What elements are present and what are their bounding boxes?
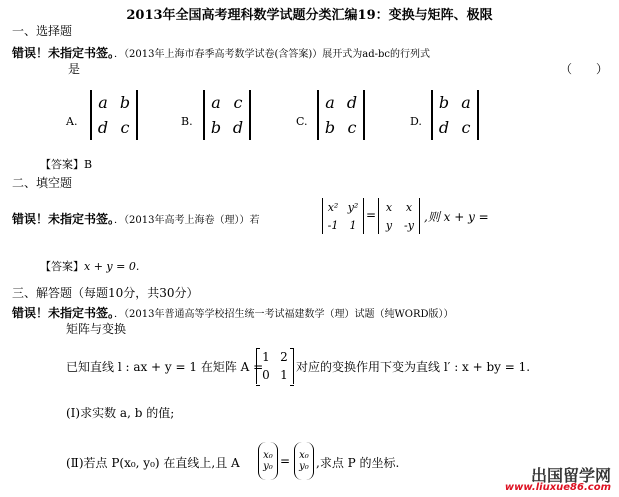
error-bookmark-label: 错误！未指定书签。 (12, 46, 115, 60)
vector-1 (258, 442, 278, 480)
det-cell: c (461, 118, 471, 137)
det-cell: b (438, 93, 450, 112)
det-cell: y² (347, 200, 359, 214)
question3-topic: 矩阵与变换 (66, 322, 127, 336)
transform-matrix (256, 348, 294, 384)
question3-part1: (Ⅰ)求实数 a, b 的值; (66, 406, 175, 420)
det-cell: a (461, 93, 471, 112)
question2-tail: ,则 x + y = (424, 210, 489, 224)
question2-source: ．（2013年高考上海卷（理））若 (114, 215, 260, 226)
answer-value: x + y = 0. (84, 260, 140, 273)
det-cell: b (119, 93, 131, 112)
det-cell: a (211, 93, 221, 112)
section1-heading: 一、选择题 (12, 24, 73, 38)
answer1 (40, 156, 92, 172)
option-b-letter: B. (181, 115, 193, 128)
det-cell: x (405, 200, 413, 214)
question1-header (12, 42, 430, 61)
option-a-determinant (90, 90, 138, 140)
question3-source: ．（2013年普通高等学校招生统一考试福建数学（理）试题（纯WORD版）） (114, 309, 454, 320)
option-c-determinant (317, 90, 365, 140)
question3-line1-post: 对应的变换作用下变为直线 l′ : x + by = 1. (296, 360, 531, 374)
det-cell: c (120, 118, 130, 137)
question1-source: ．（2013年上海市春季高考数学试卷(含答案)）展开式为ad-bc的行列式 (114, 49, 431, 60)
option-c-letter: C. (296, 115, 308, 128)
det-cell: a (98, 93, 108, 112)
option-d-letter: D. (410, 115, 422, 128)
matrix-cell: 1 (262, 350, 270, 364)
answer-value: B (84, 158, 93, 171)
fill-determinant-1 (322, 198, 364, 234)
option-b-determinant (203, 90, 251, 140)
question1-stem-tail: 是 (68, 62, 81, 76)
det-cell: -y (404, 218, 414, 232)
vector-entry: y₀ (299, 461, 309, 472)
det-cell: c (347, 118, 357, 137)
matrix-cell: 1 (280, 368, 288, 382)
det-cell: d (232, 118, 244, 137)
det-cell: d (438, 118, 450, 137)
det-cell: b (210, 118, 222, 137)
det-cell: b (324, 118, 336, 137)
question3-header (12, 302, 454, 321)
matrix-cell: 2 (280, 350, 288, 364)
det-cell: a (325, 93, 335, 112)
matrix-cell: 0 (262, 368, 270, 382)
option-a-letter: A. (66, 115, 78, 128)
question3-part2-post: ,求点 P 的坐标. (316, 456, 400, 470)
det-cell: d (97, 118, 109, 137)
error-bookmark-label: 错误！未指定书签。 (12, 306, 115, 320)
fill-determinant-2 (378, 198, 420, 234)
section2-heading: 二、填空题 (12, 176, 73, 190)
det-cell: c (233, 93, 243, 112)
det-cell: y (385, 218, 393, 232)
vector-entry: y₀ (263, 461, 273, 472)
answer2 (40, 258, 139, 274)
det-cell: d (346, 93, 358, 112)
vector-2 (294, 442, 314, 480)
option-d-determinant (431, 90, 479, 140)
answer-label: 【答案】 (40, 260, 84, 273)
question3-part2-pre: (Ⅱ)若点 P(x₀, y₀) 在直线上,且 A (66, 456, 240, 470)
vector-entry: x₀ (299, 450, 309, 461)
watermark-logo-text: 出国留学网 (530, 466, 611, 485)
answer-label: 【答案】 (40, 158, 84, 171)
answer-blank: （ ） (560, 62, 609, 76)
watermark-url: www.liuxue86.com (504, 482, 611, 493)
error-bookmark-label: 错误！未指定书签。 (12, 212, 115, 226)
vector-entry: x₀ (263, 450, 273, 461)
det-equals: = (366, 208, 377, 222)
section3-heading: 三、解答题（每题10分，共30分） (12, 286, 199, 300)
det-cell: -1 (327, 218, 339, 232)
question2-header (12, 208, 259, 227)
det-cell: x (385, 200, 393, 214)
det-cell: x² (327, 200, 339, 214)
page-title: 2013年全国高考理科数学试题分类汇编19：变换与矩阵、极限 (126, 8, 493, 23)
question3-line1-pre: 已知直线 l : ax + y = 1 在矩阵 A = (66, 360, 264, 374)
det-cell: 1 (349, 218, 357, 232)
vector-equals: = (280, 454, 291, 468)
